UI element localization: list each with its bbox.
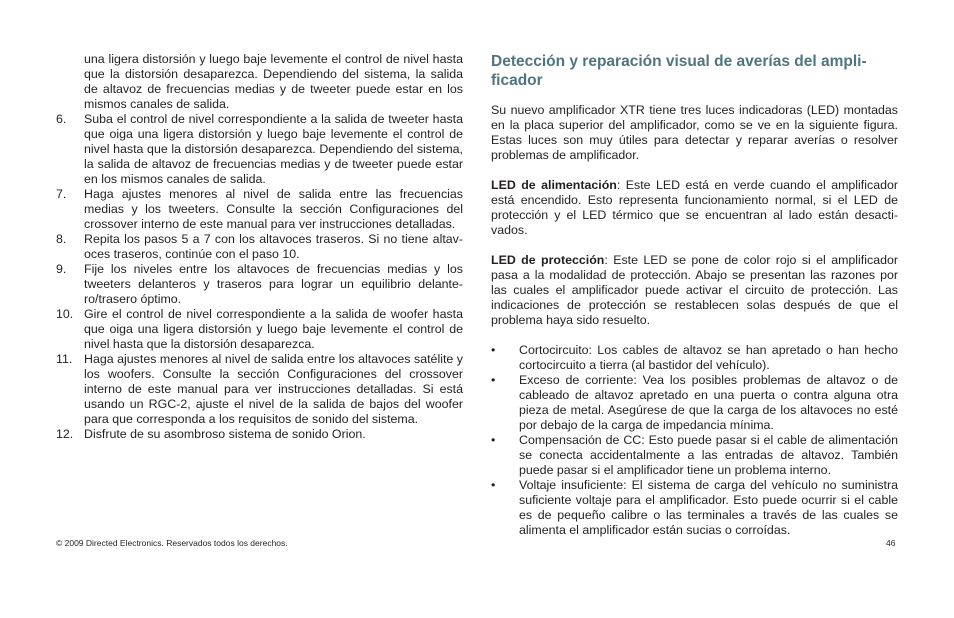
protect-led-label: LED de protección — [491, 253, 605, 267]
bullet-item — [491, 373, 898, 433]
bullet-glyph: • — [491, 343, 496, 357]
step-number: 8. — [56, 232, 67, 246]
section-heading: Detección y reparación visual de averías del amplificador — [491, 53, 867, 89]
bullet-glyph: • — [491, 433, 496, 447]
step-text: Gire el control de nivel correspondiente a la salida de woofer hasta que oiga una ligera distorsión y luego baje levemente el control de nivel hasta que la distorsión desaparezca. — [84, 307, 463, 351]
bullet-item — [491, 343, 898, 373]
bullet-text: Voltaje insuficiente: El sistema de carga del vehículo no suministra suficiente voltaje para el amplificador. Esto puede ocurrir si el cable es de pequeño calibre o las terminales a través de las cuales se alimenta el amplificador están sucias o corroídas. — [519, 478, 898, 537]
step-item — [56, 307, 463, 352]
step-number: 10. — [56, 307, 74, 321]
step-item — [56, 232, 463, 262]
protect-led-text: : Este LED se pone de color rojo si el amplificador pasa a la modalidad de protección. Abajo se presentan las razones por las cuales el amplificador puede activar el circuito de protección. Las indicaciones de protección se restablecen solas después de que el problema haya sido resuelto. — [491, 253, 898, 327]
step-item — [56, 187, 463, 232]
bullet-glyph: • — [491, 373, 496, 387]
footer-copyright: © 2009 Directed Electronics. Reservados todos los derechos. — [56, 538, 288, 548]
step-text: Fije los niveles entre los altavoces de frecuencias medias y los tweeters delanteros y traseros para lograr un equilibrio delantero/trasero óptimo. — [84, 262, 463, 306]
step-number: 6. — [56, 112, 67, 126]
bullet-glyph: • — [491, 478, 496, 492]
step-item — [56, 427, 463, 442]
left-column — [56, 52, 463, 442]
step-text: Haga ajustes menores al nivel de salida entre los altavoces satélite y los woofers. Consulte la sección Configuraciones del crossover interno de este manual para ver instrucciones detalladas. Si está usando un RGC-2, ajuste el nivel de la salida de bajos del woofer para que corresponda a los requisitos de sonido del sistema. — [84, 352, 463, 426]
step-item — [56, 262, 463, 307]
intro-paragraph: Su nuevo amplificador XTR tiene tres luces indicadoras (LED) montadas en la placa superior del amplificador, como se ve en la siguiente figura. Estas luces son muy útiles para detectar y reparar averías o resolver problemas de amplificador. — [491, 103, 898, 162]
bullet-item — [491, 478, 898, 538]
step-item — [56, 112, 463, 187]
bullet-text: Compensación de CC: Esto puede pasar si el cable de alimentación se conecta accidentalmente a las entradas de altavoz. También puede pasar si el amplificador tiene un problema interno. — [519, 433, 898, 477]
bullet-text: Exceso de corriente: Vea los posibles problemas de altavoz o de cableado de altavoz apretado en una puerta o contra alguna otra pieza de metal. Asegúrese de que la carga de los altavoces no esté por debajo de la carga de impedancia mínima. — [519, 373, 898, 432]
step-number: 11. — [56, 352, 73, 366]
continuation-paragraph: una ligera distorsión y luego baje levemente el control de nivel hasta que la distorsión desaparezca. Dependiendo del sistema, la salida de altavoz de frecuencias medias y de tweeter puede estar en los mismos canales de salida. — [84, 52, 463, 111]
step-number: 7. — [56, 187, 67, 201]
power-led-paragraph — [491, 178, 898, 238]
power-led-label: LED de alimentación — [491, 178, 617, 192]
right-column — [491, 52, 898, 538]
protect-led-paragraph — [491, 253, 898, 328]
step-text: Suba el control de nivel correspondiente a la salida de tweeter hasta que oiga una ligera distorsión y luego baje levemente el control de nivel hasta que la distorsión desaparezca. Dependiendo del sistema, la salida de altavoz de frecuencias medias y de tweeter puede estar en los mismos canales de salida. — [84, 112, 463, 186]
power-led-text: : Este LED está en verde cuando el amplificador está encendido. Esto representa funcionamiento normal, si el LED de protección y el LED térmico que se encuentran al lado están desactivados. — [491, 178, 898, 237]
step-number: 9. — [56, 262, 67, 276]
step-number: 12. — [56, 427, 74, 441]
step-text: Haga ajustes menores al nivel de salida entre las frecuencias medias y los tweeters. Consulte la sección Configuraciones del crossover interno de este manual para ver instrucciones detalladas. — [84, 187, 463, 231]
step-item — [56, 352, 463, 427]
page-number: 46 — [886, 538, 896, 548]
bullet-text: Cortocircuito: Los cables de altavoz se han apretado o han hecho cortocircuito a tierra (al bastidor del vehículo). — [519, 343, 898, 372]
step-text: Repita los pasos 5 a 7 con los altavoces traseros. Si no tiene altavoces traseros, continúe con el paso 10. — [84, 232, 463, 261]
bullet-item — [491, 433, 898, 478]
step-text: Disfrute de su asombroso sistema de sonido Orion. — [84, 427, 366, 441]
